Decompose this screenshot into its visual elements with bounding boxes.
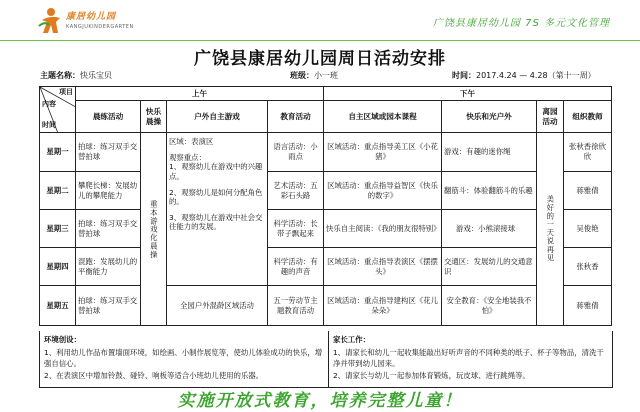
outdoor-point-1: 1、观察幼儿在游戏中的兴趣点。: [169, 162, 263, 181]
time-value: 2017.4.24 — 4.28（第十一周）: [476, 71, 596, 80]
outdoor-pm-cell: 翻筋斗：体验翻筋斗的乐趣: [442, 172, 537, 210]
kindergarten-logo: [36, 6, 146, 36]
outdoor-point-3: 3、观察幼儿在游戏中社会交往能力的发展。: [169, 212, 263, 232]
logo-text: 康居幼儿园: [66, 12, 117, 22]
table-row: [40, 210, 612, 248]
day-label: 星期四: [40, 248, 76, 286]
area-cell: 区域活动：重点指导益智区《快乐的数字》: [324, 172, 442, 210]
page-header: [0, 0, 640, 40]
table-row: [40, 133, 612, 172]
logo-figure-icon: [36, 6, 66, 36]
theme-label: 主题名称：: [40, 71, 80, 80]
environment-title: 环境创设：: [44, 335, 81, 344]
outdoor-pm-cell: 游戏：小熊滚接球: [442, 210, 537, 248]
outdoor-zone: 区域：表演区: [169, 137, 214, 146]
footer-slogan: 实施开放式教育，培养完整儿童！: [177, 391, 463, 411]
outdoor-point-2: 2、观察幼儿是如何分配角色的。: [169, 187, 263, 207]
corner-bottom: 时间: [42, 120, 56, 129]
theme-info: [40, 70, 112, 81]
table-row: [40, 248, 612, 286]
col-teacher: 组织教师: [564, 101, 612, 133]
col-outdoor-free: 户外自主游戏: [167, 101, 268, 133]
header-divider: [0, 40, 640, 41]
theme-value: 快乐宝贝: [80, 71, 112, 80]
morning-cell: 攀爬长梯：发展幼儿的攀爬能力: [76, 172, 141, 210]
environment-item-2: 2、在表演区中增加铃鼓、碰铃、响板等适合小班幼儿使用的乐器。: [44, 371, 264, 381]
col-morning-exercise: 晨练活动: [76, 101, 141, 133]
parent-title: 家长工作：: [333, 335, 370, 344]
morning-header: 上午: [76, 87, 324, 101]
day-label: 星期三: [40, 210, 76, 248]
table-row: [40, 172, 612, 210]
morning-cell: 拍球：练习双手交替拍球: [76, 133, 141, 172]
day-label: 星期五: [40, 286, 76, 326]
outdoor-pm-cell: 安全教育：《安全地装我不怕》: [442, 286, 537, 326]
class-label: 班级：: [290, 71, 314, 80]
page-title: 广饶县康居幼儿园周日活动安排: [194, 49, 446, 69]
parent-item-1: 1、请家长和幼儿一起收集能敲出好听声音的不同种类的纸子、杯子等物品，清洗干净并带到幼儿园来。: [333, 348, 604, 368]
col-education: 教育活动: [268, 101, 324, 133]
environment-item-1: 1、利用幼儿作品布置墙面环境，如绘画、小制作展览等，使幼儿体验成功的快乐，增强自信心。: [44, 348, 323, 368]
time-label: 时间：: [452, 71, 476, 80]
education-cell: 艺术活动：五彩石头路: [268, 172, 324, 210]
exercise-text: 重本游戏化晨操: [149, 199, 159, 259]
corner-top: 项目: [59, 88, 73, 96]
outdoor-free-cell: [167, 133, 268, 286]
education-cell: 科学活动：长带子飘起来: [268, 210, 324, 248]
teacher-cell: 吴俊艳: [564, 210, 612, 248]
time-info: [452, 70, 596, 81]
day-label: 星期一: [40, 133, 76, 172]
area-cell: 快乐自主阅读：《我的朋友很特别》: [324, 210, 442, 248]
morning-cell: 拍球：练习双手交替拍球: [76, 210, 141, 248]
col-outdoor-pm: 快乐和光户外: [442, 101, 537, 133]
col-happy-exercise: 快乐晨操: [141, 101, 167, 133]
corner-header: [40, 87, 76, 133]
area-cell: 区域活动：重点指导美工区《小花猪》: [324, 133, 442, 172]
table-row: [40, 286, 612, 326]
morning-cell: 拍球：练习双手交替拍球: [76, 286, 141, 326]
outdoor-fri-cell: 全园户外混龄区域活动: [167, 286, 268, 326]
day-label: 星期二: [40, 172, 76, 210]
education-cell: 五一劳动节主题教育活动: [268, 286, 324, 326]
logo-subtext: KANGJUKINDERGARTEN: [66, 24, 134, 30]
corner-mid: 内容: [42, 100, 56, 108]
class-info: [290, 70, 338, 81]
area-cell: 区域活动：重点指导建构区《花儿朵朵》: [324, 286, 442, 326]
col-departure: 离园活动: [537, 101, 564, 133]
morning-cell: 混跑：发展幼儿的平衡能力: [76, 248, 141, 286]
departure-cell: [537, 133, 564, 326]
parent-item-2: 2、请家长与幼儿一起参加体育锻炼，玩皮球、进行跳绳等。: [333, 371, 530, 381]
outdoor-pm-cell: 游戏：有趣的迷你绳: [442, 133, 537, 172]
outdoor-focus: 观察重点：: [169, 152, 206, 162]
education-cell: 科学活动：有趣的声音: [268, 248, 324, 286]
teacher-cell: 蒋雅倩: [564, 286, 612, 326]
teacher-cell: 张秋香: [564, 248, 612, 286]
parent-notes: [329, 331, 612, 387]
schedule-table: [39, 86, 612, 326]
header-motto: 广饶县康居幼儿园 7S 多元文化管理: [432, 18, 610, 29]
teacher-cell: 张秋香徐欣欣: [564, 133, 612, 172]
education-cell: 语言活动：小雨点: [268, 133, 324, 172]
notes-section: [39, 331, 613, 388]
teacher-cell: 蒋雅倩: [564, 172, 612, 210]
exercise-cell: [141, 133, 167, 326]
class-value: 小一班: [314, 71, 338, 80]
environment-notes: [40, 331, 329, 387]
area-cell: 区域活动：重点指导表演区《摆摆头》: [324, 248, 442, 286]
departure-text: 美好的一天说再见: [545, 195, 555, 263]
afternoon-header: 下午: [324, 87, 612, 101]
col-area: 自主区域或园本课程: [324, 101, 442, 133]
outdoor-pm-cell: 交通区：发展幼儿的交通意识: [442, 248, 537, 286]
